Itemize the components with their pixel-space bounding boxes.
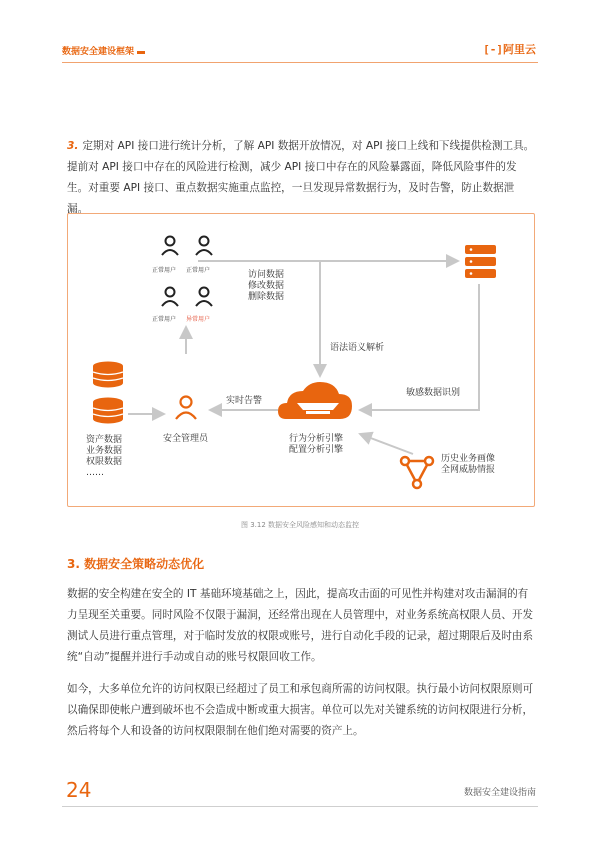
- paragraph-policy: 数据的安全构建在安全的 IT 基础环境基础之上，因此，提高攻击面的可见性并构建对攻击漏洞的有力呈现至关重要。同时风险不仅限于漏洞，还经常出现在人员管理中，对业务系统高权限人员、开发测试人员进行重点管理，对于临时发放的权限或账号，进行自动化手段的记录，超过期限后及时由系统“自动”提醒并进行手动或自动的账号权限回收工作。: [67, 588, 534, 663]
- admin-icon: [176, 397, 196, 420]
- intel-label: 历史业务画像 全网威胁情报: [441, 454, 496, 475]
- item-number: 3.: [67, 140, 79, 152]
- header-title: 数据安全建设框架: [62, 47, 135, 57]
- database-icon: [93, 362, 123, 424]
- footer-divider: [62, 806, 538, 807]
- aliyun-logo: [-]阿里云: [483, 43, 536, 56]
- engine-cloud-icon: [278, 382, 352, 419]
- user-label: 正常用户: [186, 267, 211, 274]
- threat-network-icon: [401, 457, 433, 488]
- header-divider: [62, 62, 538, 63]
- engine-label: 行为分析引擎 配置分析引擎: [289, 434, 344, 455]
- paragraph-least-privilege: 如今，大多单位允许的访问权限已经超过了员工和承包商所需的访问权限。执行最小访问权限原则可以确保即使帐户遭到破坏也不会造成中断或重大损害。单位可以先对关键系统的访问权限进行分析，然后将每个人和设备的访问权限限制在他们绝对需要的资产上。: [67, 683, 534, 737]
- user-label: 正常用户: [152, 267, 177, 274]
- abnormal-user-icon: [196, 288, 212, 307]
- alert-label: 实时告警: [226, 396, 263, 406]
- parse-label: 语法语义解析: [330, 343, 385, 353]
- risk-monitoring-diagram: [67, 213, 535, 507]
- user-label: 正常用户: [152, 316, 177, 323]
- abnormal-user-label: 异常用户: [186, 316, 211, 323]
- header-accent-bar: [137, 51, 145, 54]
- arrow-intel-to-engine: [360, 434, 413, 454]
- section-title: 3. 数据安全策略动态优化: [67, 557, 205, 571]
- paragraph-api-monitoring: [67, 136, 535, 220]
- footer-title: 数据安全建设指南: [463, 788, 536, 798]
- logo-text: 阿里云: [503, 43, 536, 56]
- server-icon: [465, 245, 496, 278]
- assets-label: 资产数据 业务数据 权限数据 ……: [86, 435, 123, 478]
- page-number: 24: [66, 778, 92, 802]
- sensitive-data-label: 敏感数据识别: [406, 388, 461, 398]
- figure-caption: 图 3.12 数据安全风险感知和动态监控: [240, 521, 360, 529]
- data-operations-label: 访问数据 修改数据 删除数据: [248, 270, 285, 302]
- admin-label: 安全管理员: [163, 434, 209, 444]
- paragraph-text: 定期对 API 接口进行统计分析，了解 API 数据开放情况，对 API 接口上线和下线提供检测工具。提前对 API 接口中存在的风险进行检测，减少 API 接口中存在的风险暴露面，降低风险事件的发生。对重要 API 接口、重点数据实施重点监控，一旦发现异常数据行为，及时告警，防止数据泄漏。: [67, 140, 535, 215]
